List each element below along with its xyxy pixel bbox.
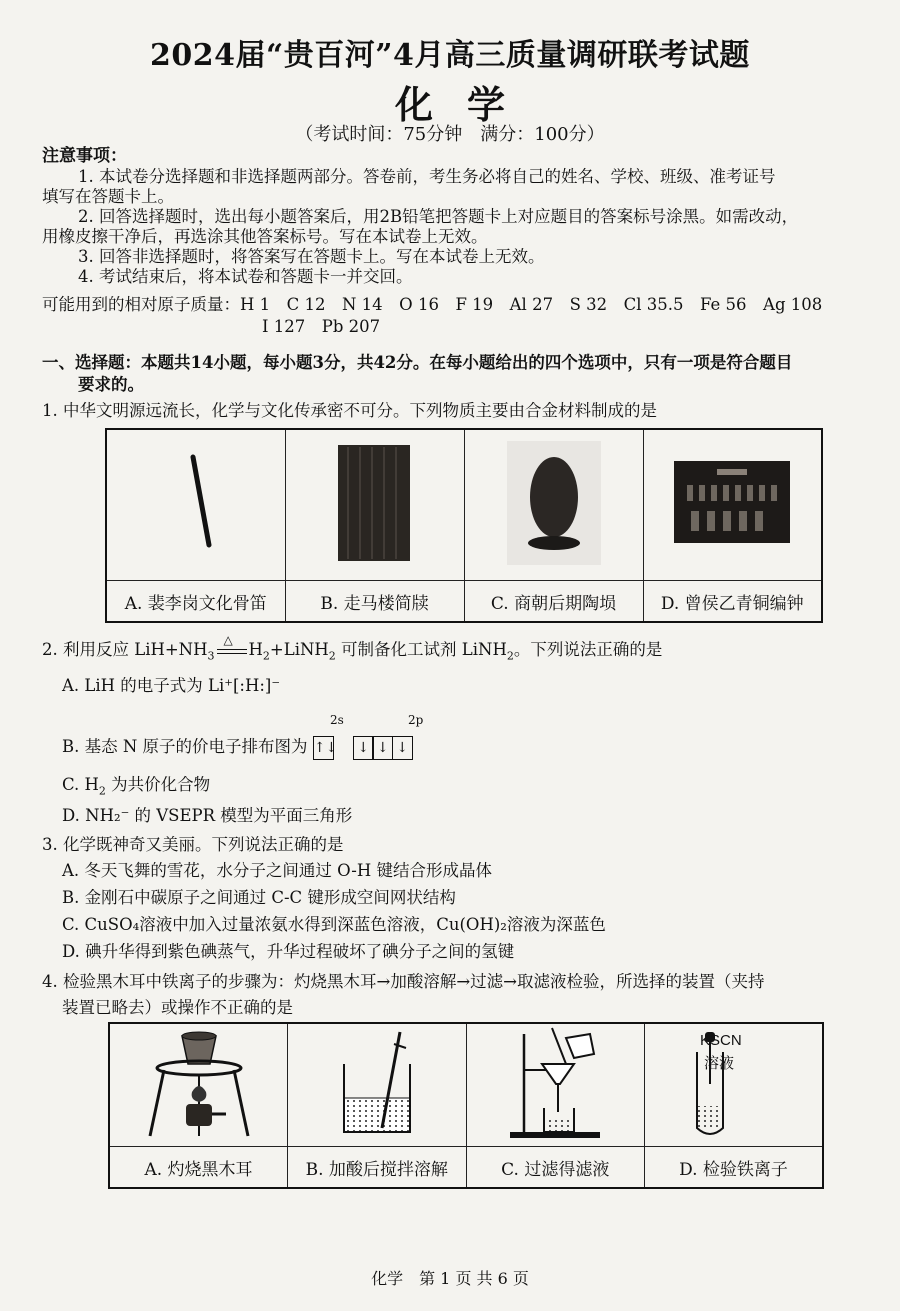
- q4-option-c: C. 过滤得滤液: [466, 1147, 645, 1189]
- q2-option-c: [62, 775, 210, 801]
- q3-option-d: D. 碘升华得到紫色碘蒸气，升华过程破坏了碘分子之间的氢键: [62, 942, 515, 961]
- q1-options-table: [105, 428, 823, 623]
- q4-image-b: [288, 1023, 467, 1147]
- notice-line: 填写在答题卡上。: [42, 187, 174, 206]
- section-heading: 一、选择题：本题共14小题，每小题3分，共42分。在每小题给出的四个选项中，只有一项是符合题目: [42, 353, 793, 372]
- q4-image-c: [466, 1023, 645, 1147]
- bamboo-slips-icon: [290, 433, 460, 573]
- orbital-box-2p: ↓: [372, 736, 393, 760]
- notice-heading: 注意事项：: [42, 146, 127, 166]
- q4-option-b: B. 加酸后搅拌溶解: [288, 1147, 467, 1189]
- q2-option-b: [62, 734, 413, 760]
- orbital-box-2p: ↓: [392, 736, 413, 760]
- subscript: 3: [207, 649, 215, 663]
- atomic-masses-line1: 可能用到的相对原子质量：H 1 C 12 N 14 O 16 F 19 Al 27 S 32 Cl 35.5 Fe 56 Ag 108: [42, 295, 823, 314]
- q1-option-a: A. 裴李岗文化骨笛: [106, 581, 285, 623]
- q1-image-a: [106, 429, 285, 581]
- q3-option-c: C. CuSO₄溶液中加入过量浓氨水得到深蓝色溶液，Cu(OH)₂溶液为深蓝色: [62, 915, 606, 934]
- subscript: 2: [328, 649, 336, 663]
- orbital-label-2p: 2p: [408, 713, 424, 727]
- q1-option-b: B. 走马楼简牍: [285, 581, 464, 623]
- arrow-line-bottom: [217, 653, 247, 654]
- notice-line: 4. 考试结束后，将本试卷和答题卡一并交回。: [78, 267, 413, 286]
- page-footer: 化学 第 1 页 共 6 页: [371, 1269, 529, 1288]
- q2-option-c-text: C. H: [62, 775, 99, 794]
- beaker-stirring-icon: [292, 1024, 462, 1142]
- exam-title: 2024届“贵百河”4月高三质量调研联考试题: [150, 38, 750, 73]
- q3-stem: 3. 化学既神奇又美丽。下列说法正确的是: [42, 835, 344, 854]
- q2-option-a: A. LiH 的电子式为 Li⁺[:H:]⁻: [62, 676, 281, 695]
- q2-option-d: D. NH₂⁻ 的 VSEPR 模型为平面三角形: [62, 806, 353, 825]
- q1-option-c: C. 商朝后期陶埙: [464, 581, 643, 623]
- q4-option-d: D. 检验铁离子: [645, 1147, 824, 1189]
- q1-image-c: [464, 429, 643, 581]
- notice-line: 1. 本试卷分选择题和非选择题两部分。答卷前，考生务必将自己的姓名、学校、班级、准考证号: [78, 167, 776, 186]
- q2-option-b-text: B. 基态 N 原子的价电子排布图为: [62, 737, 308, 756]
- notice-line: 用橡皮擦干净后，再选涂其他答案标号。写在本试卷上无效。: [42, 227, 488, 246]
- q4-stem: 4. 检验黑木耳中铁离子的步骤为：灼烧黑木耳→加酸溶解→过滤→取滤液检验，所选择的装置（夹持: [42, 972, 765, 991]
- crucible-tripod-icon: [114, 1024, 284, 1142]
- q2-stem: [42, 632, 663, 666]
- kscn-label-solution: 溶液: [704, 1054, 735, 1072]
- q3-option-b: B. 金刚石中碳原子之间通过 C-C 键形成空间网状结构: [62, 888, 456, 907]
- q1-image-d: [643, 429, 822, 581]
- section-heading-cont: 要求的。: [78, 375, 144, 394]
- q1-stem: 1. 中华文明源远流长，化学与文化传承密不可分。下列物质主要由合金材料制成的是: [42, 401, 657, 420]
- orbital-box-2s: ↑↓: [313, 736, 334, 760]
- heat-mark: △: [223, 632, 233, 647]
- q1-option-d: D. 曾侯乙青铜编钟: [643, 581, 822, 623]
- kscn-label: KSCN: [700, 1032, 742, 1049]
- exam-meta: （考试时间：75分钟 满分：100分）: [295, 124, 605, 145]
- notice-line: 2. 回答选择题时，选出每小题答案后，用2B铅笔把答题卡上对应题目的答案标号涂黑。如需改动，: [78, 207, 799, 226]
- bone-flute-icon: [111, 433, 281, 573]
- q2-stem-text: H: [248, 640, 263, 659]
- subscript: 2: [506, 649, 514, 663]
- subject-title: 化学: [394, 82, 539, 127]
- q1-image-b: [285, 429, 464, 581]
- pottery-xun-icon: [469, 433, 639, 573]
- q2-stem-text: 。下列说法正确的是: [513, 640, 663, 659]
- orbital-boxes-2p: [354, 736, 413, 760]
- reaction-arrow: [215, 632, 249, 660]
- notice-line: 3. 回答非选择题时，将答案写在答题卡上。写在本试卷上无效。: [78, 247, 545, 266]
- q3-option-a: A. 冬天飞舞的雪花，水分子之间通过 O-H 键结合形成晶体: [62, 861, 492, 880]
- q4-stem-cont: 装置已略去）或操作不正确的是: [62, 998, 293, 1017]
- q2-stem-text: 可制备化工试剂 LiNH: [335, 640, 507, 659]
- filtration-setup-icon: [470, 1024, 640, 1142]
- orbital-box-2p: ↓: [353, 736, 374, 760]
- q2-stem-text: +LiNH: [269, 640, 329, 659]
- orbital-label-2s: 2s: [330, 713, 344, 727]
- q2-option-c-text: 为共价化合物: [105, 775, 211, 794]
- q2-stem-text: 2. 利用反应 LiH+NH: [42, 640, 208, 659]
- subscript: 2: [98, 784, 106, 798]
- arrow-line-top: [217, 649, 247, 650]
- q4-image-a: [109, 1023, 288, 1147]
- bronze-bells-icon: [647, 433, 817, 573]
- subscript: 2: [262, 649, 270, 663]
- q4-option-a: A. 灼烧黑木耳: [109, 1147, 288, 1189]
- atomic-masses-line2: I 127 Pb 207: [262, 317, 381, 336]
